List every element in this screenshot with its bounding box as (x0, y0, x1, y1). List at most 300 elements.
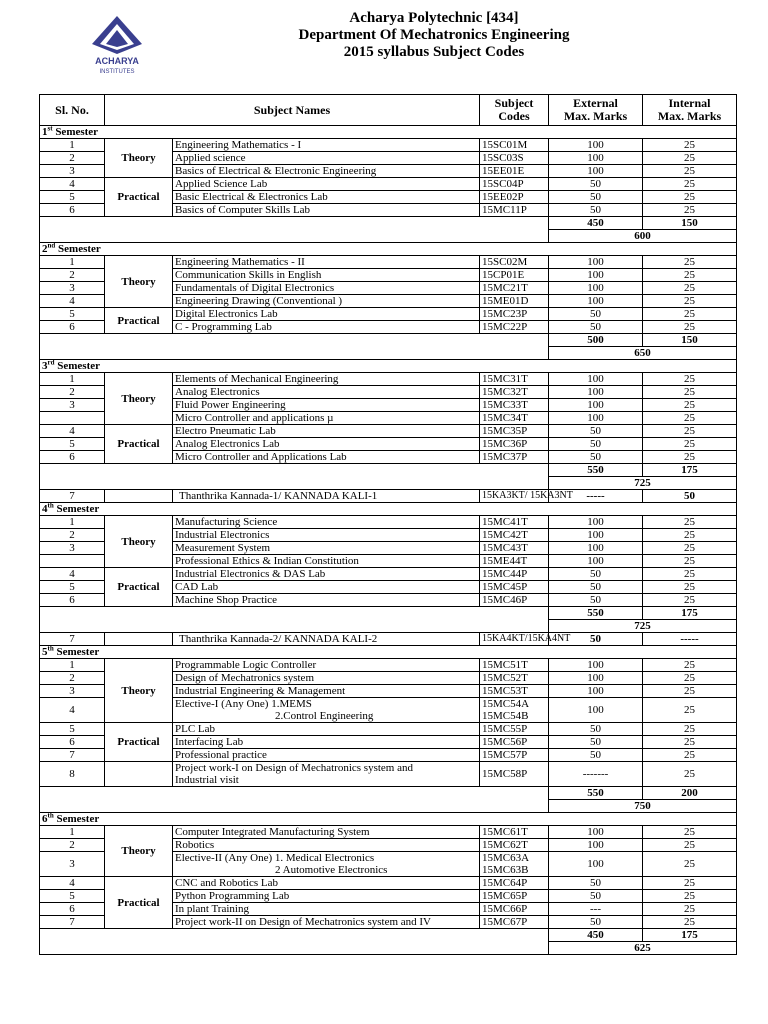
semester-label: Semester (53, 503, 100, 515)
subject-code (480, 373, 549, 386)
subject-name (173, 386, 480, 399)
subject-name-text: CNC and Robotics Lab (175, 877, 278, 889)
sl-no: 8 (40, 762, 105, 787)
subject-code (480, 685, 549, 698)
subject-code (480, 736, 549, 749)
total-blank (40, 217, 549, 243)
subject-codes-table (39, 94, 737, 955)
sl-no: 4 (40, 568, 105, 581)
semester-ordinal: nd (47, 241, 56, 250)
table-header-row (40, 95, 737, 126)
semester-label: Semester (53, 646, 100, 658)
total-blank (40, 787, 549, 813)
subject-name (173, 672, 480, 685)
table-row (40, 723, 737, 736)
external-marks: 50 (549, 890, 643, 903)
subject-name (173, 451, 480, 464)
category-practical: Practical (105, 723, 173, 762)
subject-code-text: 15CP01E (482, 269, 525, 281)
category-empty (105, 633, 173, 646)
sl-no: 3 (40, 542, 105, 555)
category-theory: Theory (105, 373, 173, 425)
subject-name-text: Applied science (175, 152, 246, 164)
subject-name (173, 852, 480, 877)
internal-marks: 25 (643, 451, 737, 464)
subject-code (480, 672, 549, 685)
external-marks: 100 (549, 269, 643, 282)
syllabus-title: 2015 syllabus Subject Codes (343, 44, 525, 60)
subject-name: Thanthrika Kannada-1/ KANNADA KALI-1 (173, 490, 480, 503)
subject-name-text: Fundamentals of Digital Electronics (175, 282, 335, 294)
internal-marks: 25 (643, 412, 737, 425)
semester-label: Semester (54, 360, 101, 372)
total-internal: 150 (643, 217, 737, 230)
category-theory: Theory (105, 826, 173, 877)
sl-no: 6 (40, 321, 105, 334)
grand-total: 650 (549, 347, 737, 360)
semester-total-row (40, 464, 737, 477)
subject-code (480, 399, 549, 412)
subject-name-text: Industrial Engineering & Management (175, 685, 346, 697)
subject-code: 15KA3KT/ 15KA3NT (480, 490, 549, 503)
subject-name-text: C - Programming Lab (175, 321, 272, 333)
grand-total: 625 (549, 942, 737, 955)
internal-marks: 25 (643, 762, 737, 787)
semester-heading-row (40, 243, 737, 256)
subject-code-text-2: 15MC63B (482, 864, 529, 876)
subject-name (173, 839, 480, 852)
subject-code-text: 15MC37P (482, 451, 528, 463)
sl-no: 1 (40, 256, 105, 269)
sl-no: 7 (40, 749, 105, 762)
category-practical: Practical (105, 308, 173, 334)
total-external: 550 (549, 464, 643, 477)
subject-code-text: 15SC03S (482, 152, 524, 164)
subject-code-text: 15MC54A (482, 698, 530, 710)
internal-marks: 25 (643, 685, 737, 698)
subject-name-text: Professional Ethics & Indian Constitution (175, 555, 359, 567)
subject-code-text: 15MC35P (482, 425, 528, 437)
internal-marks: 25 (643, 555, 737, 568)
subject-code (480, 826, 549, 839)
subject-name-text: Communication Skills in English (175, 269, 322, 281)
subject-code (480, 256, 549, 269)
sl-no: 7 (40, 916, 105, 929)
total-blank (40, 464, 549, 490)
external-marks: 50 (549, 178, 643, 191)
total-internal: 175 (643, 464, 737, 477)
internal-marks: 25 (643, 321, 737, 334)
subject-code-text: 15MC33T (482, 399, 528, 411)
semester-label: Semester (53, 813, 100, 825)
subject-code-text: 15MC11P (482, 204, 527, 216)
semester-heading-row (40, 126, 737, 139)
semester-total-row (40, 787, 737, 800)
subject-name (173, 568, 480, 581)
subject-code (480, 542, 549, 555)
total-external: 550 (549, 607, 643, 620)
internal-marks: ----- (643, 633, 737, 646)
sl-no: 5 (40, 308, 105, 321)
subject-name-text: Digital Electronics Lab (175, 308, 278, 320)
subject-name (173, 139, 480, 152)
table-row (40, 256, 737, 269)
grand-total: 750 (549, 800, 737, 813)
subject-name-text: Python Programming Lab (175, 890, 290, 902)
internal-marks: 25 (643, 594, 737, 607)
subject-name-text: Analog Electronics Lab (175, 438, 280, 450)
subject-name (173, 581, 480, 594)
subject-code-text: 15MC46P (482, 594, 528, 606)
subject-code (480, 139, 549, 152)
external-marks: 50 (549, 568, 643, 581)
external-marks: 50 (549, 736, 643, 749)
external-marks: 50 (549, 308, 643, 321)
subject-name-text: Micro Controller and applications µ (175, 412, 334, 424)
total-external: 450 (549, 929, 643, 942)
subject-name-text: Elective-II (Any One) 1. Medical Electronics (175, 852, 375, 864)
total-blank (40, 334, 549, 360)
external-marks: 100 (549, 555, 643, 568)
internal-marks: 25 (643, 295, 737, 308)
sl-no: 2 (40, 672, 105, 685)
subject-code (480, 282, 549, 295)
table-row (40, 373, 737, 386)
sl-no: 7 (40, 633, 105, 646)
subject-code (480, 877, 549, 890)
semester-heading (40, 243, 737, 256)
internal-marks: 25 (643, 399, 737, 412)
subject-name (173, 438, 480, 451)
subject-name-text: PLC Lab (175, 723, 216, 735)
external-marks: 50 (549, 916, 643, 929)
subject-code (480, 659, 549, 672)
semester-total-row (40, 607, 737, 620)
total-external: 550 (549, 787, 643, 800)
internal-marks: 25 (643, 152, 737, 165)
document-header (160, 10, 708, 61)
subject-code-text: 15MC65P (482, 890, 528, 902)
subject-name-text: Manufacturing Science (175, 516, 278, 528)
subject-name (173, 890, 480, 903)
category-theory: Theory (105, 516, 173, 568)
external-marks: 50 (549, 204, 643, 217)
external-marks: 100 (549, 852, 643, 877)
subject-code (480, 903, 549, 916)
external-marks: 100 (549, 282, 643, 295)
subject-name (173, 659, 480, 672)
subject-code-text: 15MC52T (482, 672, 528, 684)
internal-marks: 25 (643, 698, 737, 723)
subject-name-text: Basic Electrical & Electronics Lab (175, 191, 328, 203)
external-marks: 100 (549, 399, 643, 412)
sl-no: 1 (40, 373, 105, 386)
sl-no: 6 (40, 451, 105, 464)
internal-marks: 25 (643, 568, 737, 581)
subject-name-text: Machine Shop Practice (175, 594, 278, 606)
sl-no: 2 (40, 152, 105, 165)
category-empty (105, 762, 173, 787)
internal-marks: 25 (643, 749, 737, 762)
subject-code-text: 15MC61T (482, 826, 528, 838)
semester-ordinal: th (47, 501, 54, 510)
semester-total-row (40, 217, 737, 230)
external-marks: 100 (549, 165, 643, 178)
semester-label: Semester (55, 243, 101, 255)
sl-no: 1 (40, 826, 105, 839)
subject-name (173, 425, 480, 438)
grand-total: 725 (549, 477, 737, 490)
external-marks: 50 (549, 749, 643, 762)
semester-heading (40, 646, 737, 659)
logo-subtext: INSTITUTES (99, 69, 135, 75)
table-row (40, 178, 737, 191)
external-marks: 100 (549, 826, 643, 839)
external-marks: 100 (549, 839, 643, 852)
external-marks: 50 (549, 321, 643, 334)
subject-code (480, 594, 549, 607)
internal-marks: 25 (643, 438, 737, 451)
external-marks: 50 (549, 191, 643, 204)
semester-heading-row (40, 360, 737, 373)
sl-no (40, 555, 105, 568)
external-marks: 50 (549, 425, 643, 438)
subject-name (173, 516, 480, 529)
subject-name (173, 555, 480, 568)
subject-code-text: 15MC64P (482, 877, 528, 889)
subject-code-text: 15MC53T (482, 685, 528, 697)
total-external: 450 (549, 217, 643, 230)
category-theory: Theory (105, 659, 173, 723)
sl-no: 2 (40, 529, 105, 542)
subject-name-text: Basics of Electrical & Electronic Engineering (175, 165, 377, 177)
subject-name-text: In plant Training (175, 903, 249, 915)
subject-code (480, 269, 549, 282)
subject-code-text: 15MC36P (482, 438, 528, 450)
internal-marks: 25 (643, 204, 737, 217)
table-row (40, 568, 737, 581)
semester-number: 6 (42, 813, 48, 825)
subject-code (480, 890, 549, 903)
subject-code (480, 178, 549, 191)
subject-name-text: Industrial Electronics (175, 529, 270, 541)
external-marks: 100 (549, 698, 643, 723)
external-marks: 100 (549, 256, 643, 269)
subject-name-text: Industrial Electronics & DAS Lab (175, 568, 326, 580)
col-slno: Sl. No. (40, 95, 105, 126)
subject-name-text: Engineering Mathematics - II (175, 256, 305, 268)
total-internal: 150 (643, 334, 737, 347)
internal-marks: 25 (643, 581, 737, 594)
internal-marks: 25 (643, 826, 737, 839)
sl-no: 4 (40, 178, 105, 191)
subject-name-text: Micro Controller and Applications Lab (175, 451, 347, 463)
subject-name-text: Measurement System (175, 542, 271, 554)
subject-code-text: 15SC02M (482, 256, 528, 268)
subject-code (480, 425, 549, 438)
subject-name-text: CAD Lab (175, 581, 219, 593)
subject-code-text: 15MC23P (482, 308, 528, 320)
internal-marks: 25 (643, 165, 737, 178)
subject-name-text: Robotics (175, 839, 215, 851)
subject-name-text: Analog Electronics (175, 386, 260, 398)
subject-name-text-2: Industrial visit (175, 774, 239, 786)
subject-name-text: Applied Science Lab (175, 178, 268, 190)
subject-code (480, 438, 549, 451)
subject-code (480, 165, 549, 178)
sl-no: 5 (40, 581, 105, 594)
subject-name-text-2: 2.Control Engineering (275, 710, 374, 722)
semester-ordinal: th (47, 811, 54, 820)
subject-code-text: 15MC51T (482, 659, 528, 671)
subject-name (173, 308, 480, 321)
internal-marks: 25 (643, 256, 737, 269)
col-internal: Internal Max. Marks (643, 95, 737, 126)
internal-marks: 25 (643, 877, 737, 890)
subject-name (173, 903, 480, 916)
kannada-row (40, 633, 737, 646)
semester-ordinal: rd (47, 358, 55, 367)
internal-marks: 25 (643, 852, 737, 877)
subject-name (173, 529, 480, 542)
category-theory: Theory (105, 139, 173, 178)
subject-name (173, 762, 480, 787)
subject-code-text: 15MC57P (482, 749, 528, 761)
sl-no: 1 (40, 516, 105, 529)
subject-name (173, 723, 480, 736)
subject-code-text: 15MC41T (482, 516, 528, 528)
total-blank (40, 929, 549, 955)
subject-code (480, 698, 549, 723)
total-external: 500 (549, 334, 643, 347)
subject-code-text: 15MC21T (482, 282, 528, 294)
semester-heading-row (40, 646, 737, 659)
table-row (40, 659, 737, 672)
subject-name (173, 749, 480, 762)
subject-code (480, 412, 549, 425)
subject-code (480, 749, 549, 762)
external-marks: 50 (549, 877, 643, 890)
external-marks: 100 (549, 139, 643, 152)
acharya-logo (82, 14, 152, 76)
subject-code-text: 15EE01E (482, 165, 525, 177)
internal-marks: 25 (643, 839, 737, 852)
subject-name-text: Professional practice (175, 749, 267, 761)
subject-code-text: 15MC67P (482, 916, 528, 928)
subject-code (480, 191, 549, 204)
subject-name-text: Computer Integrated Manufacturing System (175, 826, 370, 838)
semester-number: 4 (42, 503, 48, 515)
category-empty (105, 490, 173, 503)
table-row (40, 877, 737, 890)
subject-name (173, 295, 480, 308)
table-row (40, 762, 737, 787)
sl-no: 6 (40, 204, 105, 217)
institute-name: Acharya Polytechnic [434] (349, 10, 519, 26)
subject-code (480, 852, 549, 877)
sl-no: 2 (40, 839, 105, 852)
external-marks: 100 (549, 295, 643, 308)
external-marks: 50 (549, 581, 643, 594)
subject-name-text: Programmable Logic Controller (175, 659, 317, 671)
sl-no: 5 (40, 723, 105, 736)
col-subject: Subject Names (105, 95, 480, 126)
external-marks: ------- (549, 762, 643, 787)
sl-no: 7 (40, 490, 105, 503)
semester-number: 5 (42, 646, 48, 658)
subject-name-text: Project work-I on Design of Mechatronics system and (175, 762, 413, 774)
internal-marks: 25 (643, 191, 737, 204)
subject-name (173, 736, 480, 749)
category-practical: Practical (105, 877, 173, 929)
subject-name (173, 321, 480, 334)
subject-code-text: 15MC32T (482, 386, 528, 398)
semester-heading-row (40, 503, 737, 516)
internal-marks: 25 (643, 890, 737, 903)
sl-no: 2 (40, 269, 105, 282)
category-practical: Practical (105, 568, 173, 607)
col-code: Subject Codes (480, 95, 549, 126)
sl-no: 3 (40, 282, 105, 295)
subject-code-text: 15MC55P (482, 723, 528, 735)
internal-marks: 25 (643, 282, 737, 295)
table-row (40, 308, 737, 321)
internal-marks: 25 (643, 542, 737, 555)
subject-name (173, 698, 480, 723)
internal-marks: 25 (643, 308, 737, 321)
subject-name (173, 594, 480, 607)
subject-name (173, 204, 480, 217)
sl-no: 5 (40, 438, 105, 451)
subject-name (173, 269, 480, 282)
sl-no: 5 (40, 890, 105, 903)
table-row (40, 826, 737, 839)
external-marks: 50 (549, 594, 643, 607)
semester-total-row (40, 334, 737, 347)
external-marks: 50 (549, 438, 643, 451)
internal-marks: 25 (643, 178, 737, 191)
subject-code-text: 15MC63A (482, 852, 530, 864)
table-row (40, 516, 737, 529)
subject-name-text: Elements of Mechanical Engineering (175, 373, 339, 385)
sl-no: 4 (40, 425, 105, 438)
internal-marks: 25 (643, 269, 737, 282)
internal-marks: 25 (643, 516, 737, 529)
sl-no: 6 (40, 594, 105, 607)
internal-marks: 25 (643, 425, 737, 438)
subject-name-text: Electro Pneumatic Lab (175, 425, 276, 437)
subject-name (173, 542, 480, 555)
subject-code (480, 723, 549, 736)
logo-text: ACHARYA (95, 56, 139, 66)
sl-no: 3 (40, 852, 105, 877)
subject-code (480, 321, 549, 334)
external-marks: 50 (549, 451, 643, 464)
internal-marks: 25 (643, 386, 737, 399)
subject-name-text-2: 2 Automotive Electronics (275, 864, 388, 876)
semester-ordinal: st (47, 124, 53, 133)
table-body (40, 126, 737, 955)
external-marks: 100 (549, 659, 643, 672)
department-name: Department Of Mechatronics Engineering (298, 27, 570, 43)
external-marks: --- (549, 903, 643, 916)
subject-code-text: 15SC01M (482, 139, 528, 151)
external-marks: 100 (549, 152, 643, 165)
external-marks: 100 (549, 529, 643, 542)
subject-name-text: Design of Mechatronics system (175, 672, 314, 684)
sl-no: 3 (40, 165, 105, 178)
external-marks: 100 (549, 685, 643, 698)
